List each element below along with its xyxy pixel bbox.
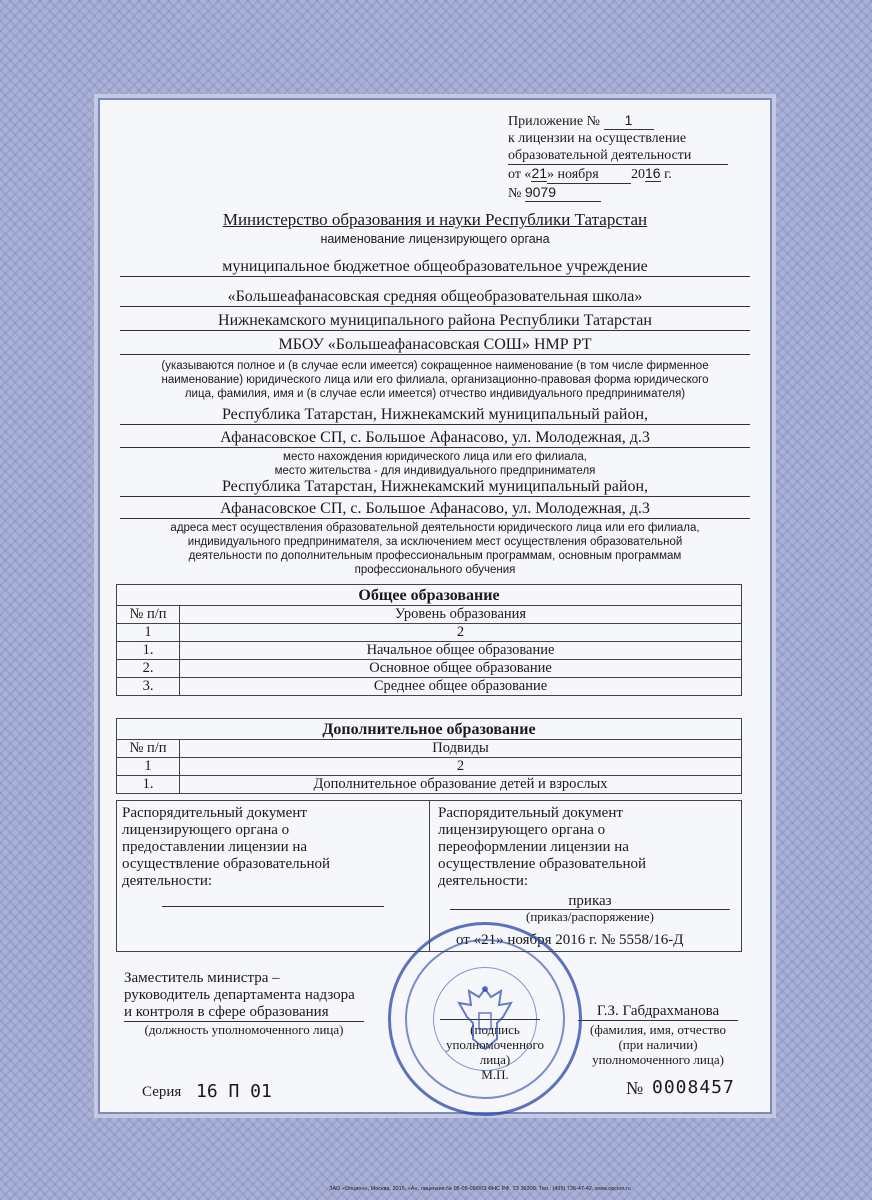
signatory-name: Г.З. Габдрахманова: [578, 1003, 738, 1021]
reissue-document: [438, 805, 738, 890]
org-caption-1: (указываются полное и (в случае если имеется) сокращенное наименование (в том числе фирменное: [161, 360, 709, 372]
year-suffix: г.: [664, 167, 672, 182]
form-number: 0008457: [652, 1077, 735, 1098]
order-reference: от «21» ноября 2016 г. № 5558/16-Д: [456, 932, 684, 948]
sign-caption-2: уполномоченного лица): [445, 1037, 545, 1067]
position-line-1: Заместитель министра –: [124, 970, 280, 986]
col-index-1: 1: [117, 758, 180, 776]
grant-line-1: Распорядительный документ: [122, 805, 307, 821]
table-row: [117, 660, 742, 678]
license-number: 9079: [525, 184, 601, 202]
appendix-day: 21: [531, 165, 548, 181]
seal-place: М.П.: [481, 1067, 509, 1082]
appendix-line3: образовательной деятельности: [508, 147, 728, 165]
grant-document: [122, 805, 422, 890]
general-education-title: Общее образование: [117, 585, 742, 606]
activity-address-line-2: Афанасовское СП, с. Большое Афанасово, ул. Молодежная, д.3: [120, 500, 750, 519]
grant-line-3: предоставлении лицензии на: [122, 839, 308, 855]
location-caption-1: место нахождения юридического лица или его филиала,: [283, 451, 587, 463]
series-label: Серия: [142, 1084, 182, 1100]
location-caption-2: место жительства - для индивидуального предпринимателя: [274, 465, 596, 477]
reissue-line-3: переоформлении лицензии на: [438, 839, 629, 855]
col-index-2: 2: [180, 758, 742, 776]
activity-address-line-1: Республика Татарстан, Нижнекамский муниципальный район,: [120, 478, 750, 497]
col-subtype-header: Подвиды: [180, 740, 742, 758]
activity-caption-3: деятельности по дополнительным профессиональным программам, основным программам: [188, 550, 682, 562]
org-caption-2: наименование) юридического лица или его филиала, организационно-правовая форма юридического: [161, 374, 709, 386]
series-value: 16 П 01: [196, 1081, 272, 1102]
printer-imprint: ЗАО «Опцион», Москва, 2015, «А», лицензия № 05-05-09/003 ФНС РФ, ТЗ 36309. Тел.: (495) 726-47-42, www.opcion.ru: [329, 1186, 631, 1192]
ministry-name: Министерство образования и науки Республики Татарстан: [222, 210, 648, 229]
row-level: Основное общее образование: [180, 660, 742, 678]
col-level-header: Уровень образования: [180, 606, 742, 624]
location-line-1: Республика Татарстан, Нижнекамский муниципальный район,: [120, 406, 750, 425]
grant-line-2: лицензирующего органа о: [122, 822, 290, 838]
reissue-line-4: осуществление образовательной: [438, 856, 646, 872]
grant-line-5: деятельности:: [122, 873, 213, 889]
row-number: 1.: [117, 776, 180, 794]
org-short-name: МБОУ «Большеафанасовская СОШ» НМР РТ: [120, 336, 750, 355]
grant-line-4: осуществление образовательной: [122, 856, 330, 872]
reissue-line-1: Распорядительный документ: [438, 805, 623, 821]
ministry-caption: наименование лицензирующего органа: [320, 232, 550, 246]
row-level: Среднее общее образование: [180, 678, 742, 696]
appendix-label: Приложение №: [508, 114, 600, 129]
reissue-line-5: деятельности:: [438, 873, 529, 889]
appendix-header: [508, 112, 728, 202]
org-caption: [110, 359, 760, 401]
org-caption-3: лица, фамилия, имя и (в случае если имеется) отчество индивидуального предпринимателя): [184, 388, 686, 400]
appendix-year: 16: [645, 165, 661, 181]
grant-blank-line: [162, 906, 384, 907]
name-caption-1: (фамилия, имя, отчество: [590, 1022, 726, 1037]
number-label: №: [508, 186, 522, 201]
signatory-name-caption: [578, 1022, 738, 1067]
year-prefix: 20: [631, 167, 646, 182]
eagle-emblem-icon: [453, 983, 517, 1055]
form-number-label: №: [626, 1078, 644, 1098]
table-row: [117, 678, 742, 696]
name-caption-2: (при наличии): [618, 1037, 698, 1052]
row-level: Начальное общее образование: [180, 642, 742, 660]
col-index-1: 1: [117, 624, 180, 642]
location-line-2: Афанасовское СП, с. Большое Афанасово, ул. Молодежная, д.3: [120, 429, 750, 448]
row-number: 2.: [117, 660, 180, 678]
appendix-number: 1: [604, 112, 654, 130]
location-caption: [120, 450, 750, 478]
general-education-table: [116, 584, 742, 696]
position-line-2: руководитель департамента надзора: [124, 987, 355, 1003]
org-line-2: «Большеафанасовская средняя общеобразовательная школа»: [120, 288, 750, 307]
org-line-3: Нижнекамского муниципального района Республики Татарстан: [120, 312, 750, 331]
reissue-line-2: лицензирующего органа о: [438, 822, 606, 838]
signatory-position: [124, 970, 424, 1022]
col-number-header: № п/п: [117, 740, 180, 758]
row-number: 1.: [117, 642, 180, 660]
sign-caption-1: (подпись: [470, 1022, 520, 1037]
org-line-1: муниципальное бюджетное общеобразовательное учреждение: [120, 258, 750, 277]
row-subtype: Дополнительное образование детей и взрослых: [180, 776, 742, 794]
appendix-month: » ноября: [547, 166, 631, 184]
from-label: от «: [508, 167, 532, 182]
activity-caption-1: адреса мест осуществления образовательной деятельности юридического лица или его филиала,: [170, 522, 700, 534]
order-type: приказ: [450, 893, 730, 910]
position-caption: (должность уполномоченного лица): [144, 1022, 344, 1037]
official-seal: [388, 922, 582, 1116]
table-row: [117, 642, 742, 660]
table-row: [117, 776, 742, 794]
activity-caption-4: профессионального обучения: [354, 564, 516, 576]
row-number: 3.: [117, 678, 180, 696]
activity-caption-2: индивидуального предпринимателя, за исключением мест осуществления образовательной: [187, 536, 683, 548]
documents-divider: [429, 801, 430, 951]
name-caption-3: уполномоченного лица): [592, 1052, 724, 1067]
col-index-2: 2: [180, 624, 742, 642]
position-line-3: и контроля в сфере образования: [124, 1004, 364, 1022]
additional-education-title: Дополнительное образование: [117, 719, 742, 740]
col-number-header: № п/п: [117, 606, 180, 624]
order-caption: (приказ/распоряжение): [526, 909, 654, 924]
additional-education-table: [116, 718, 742, 794]
activity-address-caption: [115, 521, 755, 577]
appendix-line2: к лицензии на осуществление: [508, 131, 687, 146]
